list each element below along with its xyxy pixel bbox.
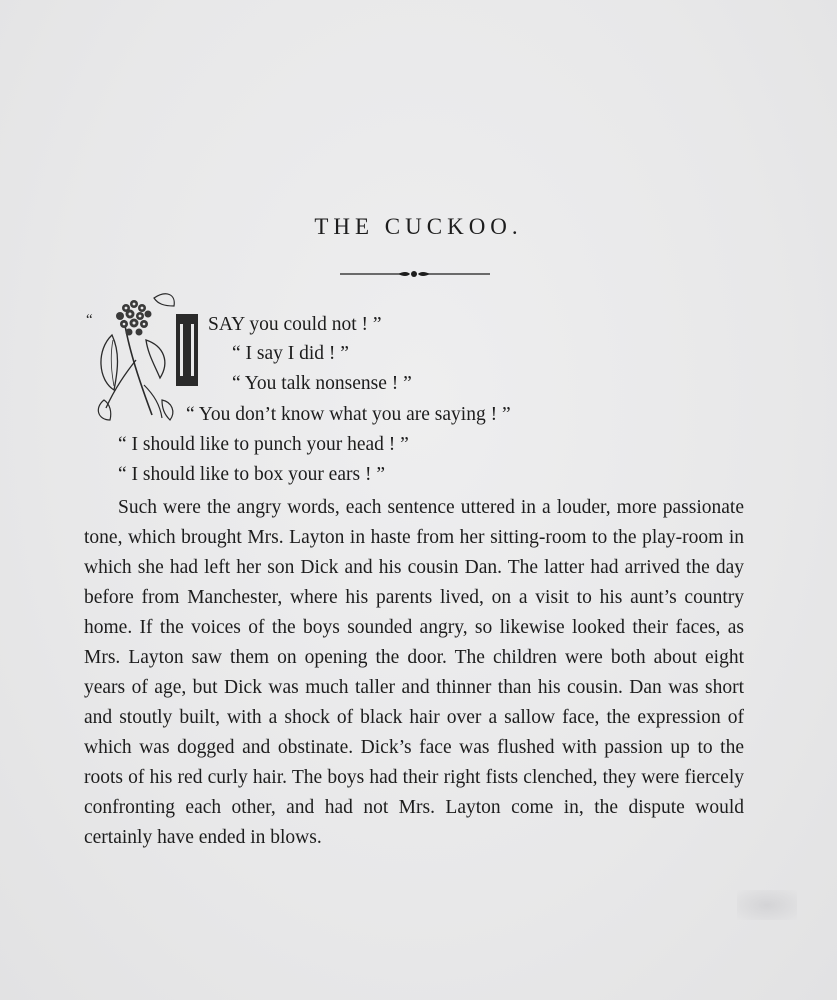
dialogue-line-5: “ I should like to punch your head ! ” [118,434,409,455]
dialogue-line-6: “ I should like to box your ears ! ” [118,464,385,485]
title-ornament-rule [340,266,490,282]
opening-quote-mark: “ [86,312,93,328]
narrative-paragraph: Such were the angry words, each sentence uttered in a louder, more passionate tone, which brought Mrs. Layton in haste from her sitting-room to the play-room in which she had left her son Dick and his cousin Dan. The latter had arrived the day before from Manchester, where his parents lived, on a visit to his aunt’s country home. If the voices of the boys sounded angry, so likewise looked their faces, as Mrs. Layton saw them on opening the door. The children were both about eight years of age, but Dick was much taller and thinner than his cousin. Dan was short and stoutly built, with a shock of black hair over a sallow face, the expression of which was dogged and obstinate. Dick’s face was flushed with passion up to the roots of his red curly hair. The boys had their right fists clenched, they were fiercely confronting each other, and had not Mrs. Layton come in, the dispute would certainly have ended in blows. [84,497,744,848]
chapter-title: THE CUCKOO. [314,214,523,239]
dialogue-line-1: SAY you could not ! ” [208,314,382,335]
dialogue-line-4: “ You don’t know what you are saying ! ” [186,404,511,425]
paper-smudge [737,890,797,920]
dialogue-line-2: “ I say I did ! ” [232,343,349,364]
dialogue-line-3: “ You talk nonsense ! ” [232,373,412,394]
